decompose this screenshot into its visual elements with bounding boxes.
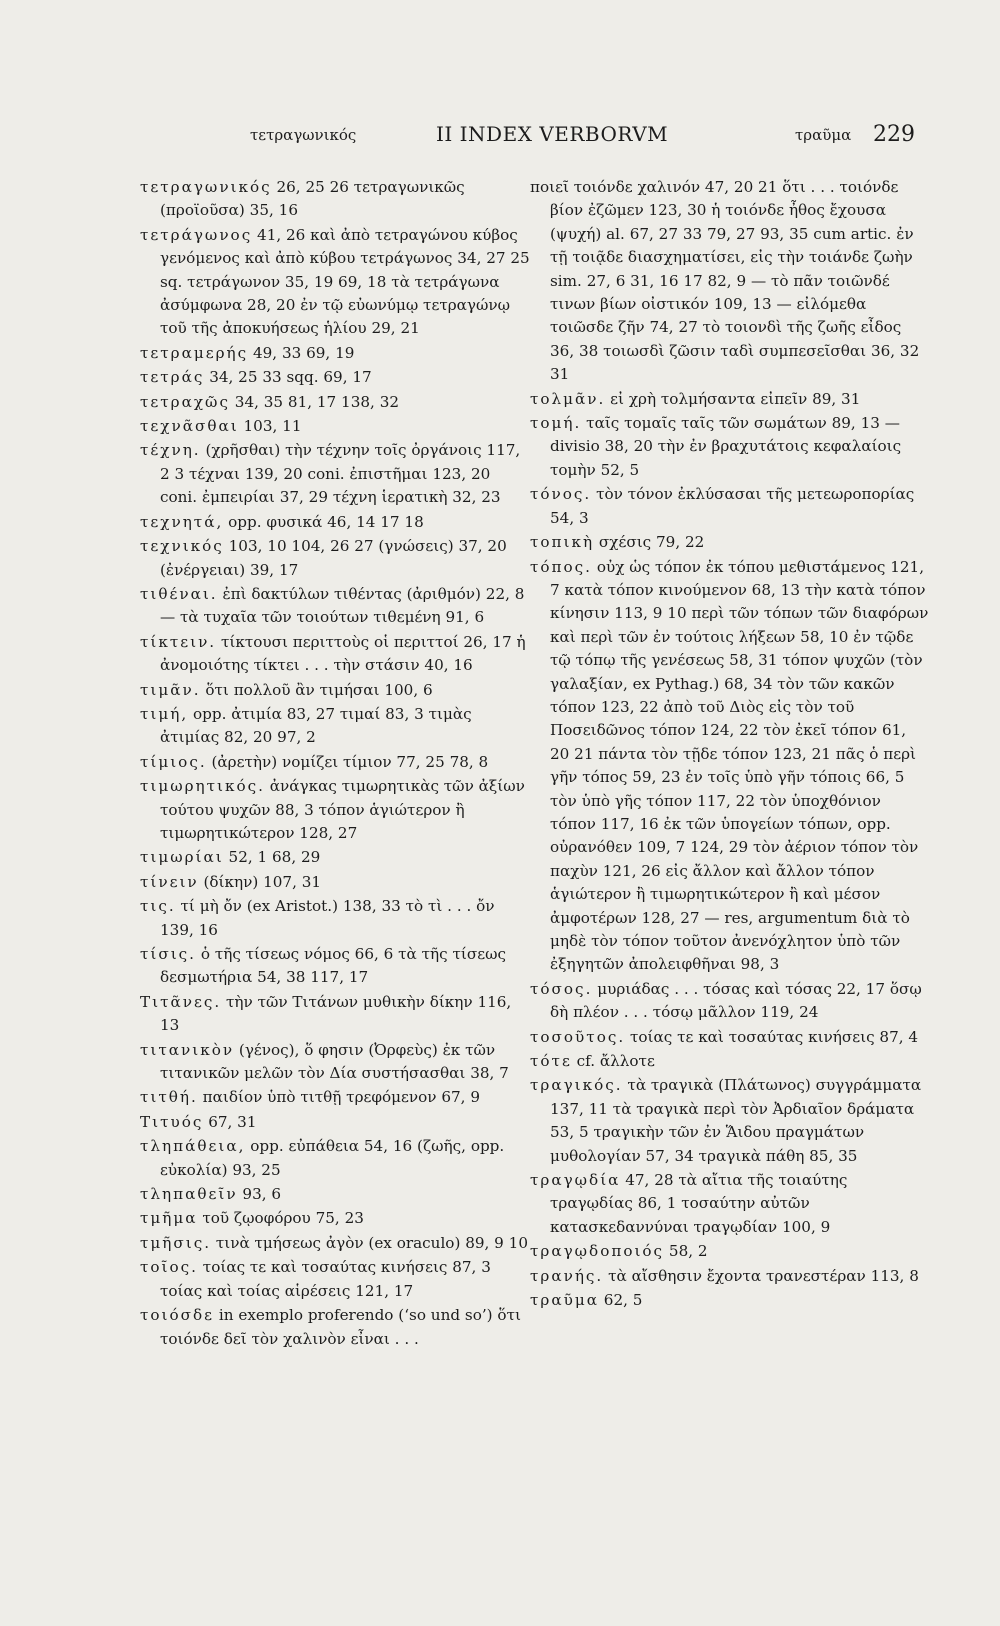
entry-lemma: τεχνᾶσθαι [140,417,239,436]
index-entry [530,1074,930,1168]
entry-references: 93, 6 [237,1185,282,1204]
index-entry [140,1256,532,1303]
entry-references: τὸν τόνον ἐκλύσασαι τῆς μετεωροπορίας 54, 3 [550,485,915,527]
entry-references: 103, 11 [238,417,302,436]
entry-references: 103, 10 104, 26 27 (γνώσεις) 37, 20 (ἐνέργειαι) 39, 17 [160,537,507,579]
entry-references: 49, 33 69, 19 [248,343,355,362]
entry-references: τὰ τραγικὰ (Πλάτωνος) συγγράμματα 137, 11 τὰ τραγικὰ περὶ τὸν Ἀρδιαῖον δράματα 53, 5 τραγικὴν τῶν ἐν Ἅιδου πραγμάτων μυθολογίαν 57, 34 τραγικὰ πάθη 85, 35 [550,1076,922,1165]
entry-references: 26, 25 26 τετραγωνικῶς (προϊοῦσα) 35, 16 [160,178,465,220]
entry-lemma: τίκτειν. [140,632,217,651]
entry-references: ὁ τῆς τίσεως νόμος 66, 6 τὰ τῆς τίσεως δεσμωτήρια 54, 38 117, 17 [160,945,506,987]
entry-references: in exemplo proferendo (‘so und so’) ὅτι τοιόνδε δεῖ τὸν χαλινὸν εἶναι . . . [160,1306,521,1348]
header-left-catchword: τετραγωνικός [250,126,357,144]
entry-references: (γένος), ὅ φησιν (Ὀρφεὺς) ἐκ τῶν τιτανικῶν μελῶν τὸν Δία συστήσασθαι 38, 7 [160,1040,509,1083]
entry-references: τοίας τε καὶ τοσαύτας κινήσεις 87, 4 [625,1027,919,1046]
index-entry [140,439,532,509]
entry-lemma: τραγῳδοποιός [530,1242,665,1261]
entry-lemma: τρανής. [530,1266,604,1285]
entry-lemma: τληπαθεῖν [140,1185,238,1204]
entry-lemma: τέχνη. [140,441,201,460]
entry-references: 62, 5 [598,1291,643,1310]
entry-references: τοίας τε καὶ τοσαύτας κινήσεις 87, 3 τοίας καὶ τοίας αἱρέσεις 121, 17 [160,1258,491,1300]
entry-references: 34, 35 81, 17 138, 32 [229,392,400,411]
index-entry [530,176,930,387]
entry-lemma: τιμή, [140,704,189,723]
entry-lemma: τραγῳδία [530,1171,621,1190]
index-entry [140,224,532,341]
entry-references: ταῖς τομαῖς ταῖς τῶν σωμάτων 89, 13 — divisio 38, 20 τὴν ἐν βραχυτάτοις κεφαλαίοις τομὴν 52, 5 [550,414,902,479]
index-entry [140,342,532,365]
entry-lemma: τίνειν [140,872,199,891]
entry-lemma: τραγικός. [530,1076,623,1095]
running-header [150,122,930,152]
entry-references: (δίκην) 107, 31 [198,872,322,891]
entry-lemma: τιμωρητικός. [140,777,265,796]
index-entry [140,895,532,942]
index-entry [140,366,532,389]
entry-lemma: τεχνητά, [140,512,224,531]
index-entry [140,1135,532,1182]
entry-references: opp. εὐπάθεια 54, 16 (ζωῆς, opp. εὐκολία) 93, 25 [160,1137,505,1179]
index-entry [530,483,930,530]
entry-references: μυριάδας . . . τόσας καὶ τόσας 22, 17 ὅσῳ δὴ πλέον . . . τόσῳ μᾶλλον 119, 24 [550,979,922,1022]
entry-references: 34, 25 33 sqq. 69, 17 [204,368,372,387]
index-entry [530,412,930,482]
entry-lemma: τμῆμα [140,1209,198,1228]
index-entry [530,1289,930,1312]
entry-references: τίκτουσι περιττοὺς οἱ περιττοί 26, 17 ἡ ἀνομοιότης τίκτει . . . τὴν στάσιν 40, 16 [160,632,526,675]
right-column [530,176,930,1314]
entry-lemma: Τιτᾶνες. [140,992,222,1011]
entry-lemma: τιθέναι. [140,584,218,603]
entry-references: (ἀρετὴν) νομίζει τίμιον 77, 25 78, 8 [206,752,489,771]
entry-lemma: τοσοῦτος. [530,1027,626,1046]
index-entry [530,1026,930,1049]
index-entry [530,556,930,977]
entry-lemma: τοῖος. [140,1258,198,1277]
entry-lemma: τίσις. [140,945,197,963]
index-entry [530,1240,930,1263]
entry-lemma: τομή. [530,414,582,433]
entry-references: οὐχ ὡς τόπον ἐκ τόπου μεθιστάμενος 121, 7 κατὰ τόπον κινούμενον 68, 13 τὴν κατὰ τόπον κίνησιν 113, 9 10 περὶ τῶν τόπων τῶν διαφόρων καὶ περὶ τῶν ἐν τούτοις λήξεων 58, 10 ἐν τῷδε τῷ τόπῳ τῆς γενέσεως 58, 31 τόπον ψυχῶν (τὸν γαλαξίαν, ex Pythag.) 68, 34 τὸν τῶν κακῶν τόπον 123, 22 ἀπὸ τοῦ Διὸς εἰς τὸν τοῦ Ποσειδῶνος τόπον 124, 22 τὸν ἐκεῖ τόπον 61, 20 21 πάντα τὸν τῇδε τόπον 123, 21 πᾶς ὁ περὶ γῆν τόπος 59, 23 ἐν τοῖς ὑπὸ γῆν τόποις 66, 5 τὸν ὑπὸ γῆς τόπον 117, 22 τὸν ὑποχθόνιον τόπον 117, 16 ἐκ τῶν ὑπογείων τόπων, opp. οὐρανόθεν 109, 7 124, 29 τὸν ἀέριον τόπον τὸν παχὺν 121, 26 εἰς ἄλλον καὶ ἄλλον τόπον ἁγιώτερον ἢ τιμωρητικώτερον ἢ καὶ μέσον ἀμφοτέρων 128, 27 — res, argumentum διὰ τὸ μηδὲ τὸν τόπον τοῦτον ἀνενόχλητον ὑπὸ τῶν ἐξηγητῶν ἀπολειφθῆναι 98, 3 [550,557,929,974]
entry-lemma: τετραγωνικός [140,178,272,196]
entry-lemma: τοιόσδε [140,1306,215,1325]
index-entry [140,679,532,702]
index-entry [140,1207,532,1230]
index-entry [530,978,930,1025]
entry-lemma: τετράγωνος [140,225,253,244]
entry-references: παιδίον ὑπὸ τιτθῇ τρεφόμενον 67, 9 [197,1088,480,1107]
entry-lemma: τετράς [140,368,205,387]
index-entry [140,991,532,1038]
index-entry [140,631,532,678]
index-entry [530,531,930,554]
entry-lemma: τίμιος. [140,752,207,771]
index-entry [140,775,532,845]
index-entry [140,511,532,534]
entry-references: opp. ἀτιμία 83, 27 τιμαί 83, 3 τιμὰς ἀτιμίας 82, 20 97, 2 [160,704,472,747]
entry-references: cf. ἄλλοτε [571,1052,655,1071]
index-entry [530,1169,930,1239]
entry-references: ποιεῖ τοιόνδε χαλινόν 47, 20 21 ὅτι . . . τοιόνδε βίον ἐζῶμεν 123, 30 ἡ τοιόνδε ἦθος ἔχουσα (ψυχή) al. 67, 27 33 79, 27 93, 35 cum artic. ἐν τῇ τοιᾷδε διασχηματίσει, εἰς τὴν τοιάνδε ζωὴν sim. 27, 6 31, 16 17 82, 9 — τὸ πᾶν τοιῶνδέ τινων βίων οἰστικόν 109, 13 — εἰλόμεθα τοιῶσδε ζῆν 74, 27 τὸ τοιονδὶ τῆς ζωῆς εἶδος 36, 38 τοιωσδὶ ζῶσιν ταδὶ συμπεσεῖσθαι 36, 32 31 [530,178,920,384]
entry-lemma: τιτθή. [140,1088,198,1107]
entry-lemma: τόνος. [530,485,592,504]
index-entry [140,751,532,774]
index-entry [140,1111,532,1134]
header-title: II INDEX VERBORVM [436,122,669,146]
entry-lemma: Τιτυός [140,1112,204,1131]
entry-references: ἀνάγκας τιμωρητικὰς τῶν ἀξίων τούτου ψυχῶν 88, 3 τόπον ἁγιώτερον ἢ τιμωρητικώτερον 128, 27 [160,777,525,842]
entry-lemma: τόπος. [530,557,593,576]
entry-references: τινὰ τμήσεως ἀγὸν (ex oraculo) 89, 9 10 [211,1233,528,1252]
index-entry [140,1183,532,1206]
index-entry [140,391,532,414]
entry-lemma: τιμᾶν. [140,680,201,699]
index-entry [530,388,930,411]
entry-references: 47, 28 τὰ αἴτια τῆς τοιαύτης τραγῳδίας 86, 1 τοσαύτην αὐτῶν κατασκεδαννύναι τραγῳδίαν 100, 9 [550,1171,848,1236]
index-entry [140,846,532,869]
index-entry [530,1050,930,1073]
header-right-catchword: τραῦμα [795,126,852,144]
index-entry [140,943,532,990]
entry-references: opp. φυσικά 46, 14 17 18 [223,512,424,531]
entry-lemma: τις. [140,897,176,916]
left-column [140,176,532,1352]
entry-references: τί μὴ ὄν (ex Aristot.) 138, 33 τὸ τὶ . . . ὄν 139, 16 [160,897,495,939]
index-entry [140,415,532,438]
page-number: 229 [873,122,915,147]
index-entry [140,1039,532,1086]
index-entry [530,1265,930,1288]
index-entry [140,871,532,894]
entry-lemma: τολμᾶν. [530,389,606,408]
entry-references: ἐπὶ δακτύλων τιθέντας (ἀριθμόν) 22, 8 — τὰ τυχαῖα τῶν τοιούτων τιθεμένη 91, 6 [160,584,525,627]
entry-references: 41, 26 καὶ ἀπὸ τετραγώνου κύβος γενόμενος καὶ ἀπὸ κύβου τετράγωνος 34, 27 25 sq. τετράγωνον 35, 19 69, 18 τὰ τετράγωνα ἀσύμφωνα 28, 20 ἐν τῷ εὐωνύμῳ τετραγώνῳ τοῦ τῆς ἀποκυήσεως ἡλίου 29, 21 [160,225,530,338]
index-entry [140,1086,532,1109]
entry-lemma: τιμωρίαι [140,848,224,867]
index-entry [140,176,532,223]
entry-references: 67, 31 [203,1112,257,1131]
entry-references: τὰ αἴσθησιν ἔχοντα τρανεστέραν 113, 8 [603,1266,919,1285]
entry-lemma: τόσος. [530,979,593,998]
entry-lemma: τιτανικὸν [140,1040,235,1059]
entry-lemma: τετραχῶς [140,392,230,411]
index-entry [140,583,532,630]
entry-references: εἰ χρὴ τολμήσαντα εἰπεῖν 89, 31 [605,389,861,408]
entry-lemma: τετραμερής [140,343,249,362]
entry-lemma: τότε [530,1052,572,1071]
entry-references: τοῦ ζῳοφόρου 75, 23 [197,1209,364,1228]
entry-lemma: τοπικὴ [530,533,595,552]
entry-lemma: τραῦμα [530,1291,599,1310]
entry-references: 58, 2 [664,1242,708,1261]
entry-references: ὅτι πολλοῦ ἂν τιμήσαι 100, 6 [200,680,433,699]
entry-references: (χρῆσθαι) τὴν τέχνην τοῖς ὀργάνοις 117, 2 3 τέχναι 139, 20 coni. ἐπιστῆμαι 123, 20 coni. ἐμπειρίαι 37, 29 τέχνη ἱερατικὴ 32, 23 [160,441,521,507]
entry-lemma: τμῆσις. [140,1233,212,1252]
entry-lemma: τεχνικός [140,537,224,556]
index-entry [140,1304,532,1351]
entry-references: 52, 1 68, 29 [223,848,321,867]
index-entry [140,703,532,750]
entry-references: τὴν τῶν Τιτάνων μυθικὴν δίκην 116, 13 [160,992,512,1035]
index-entry [140,535,532,582]
entry-references: σχέσις 79, 22 [594,533,705,552]
entry-lemma: τληπάθεια, [140,1137,246,1156]
index-entry [140,1232,532,1255]
